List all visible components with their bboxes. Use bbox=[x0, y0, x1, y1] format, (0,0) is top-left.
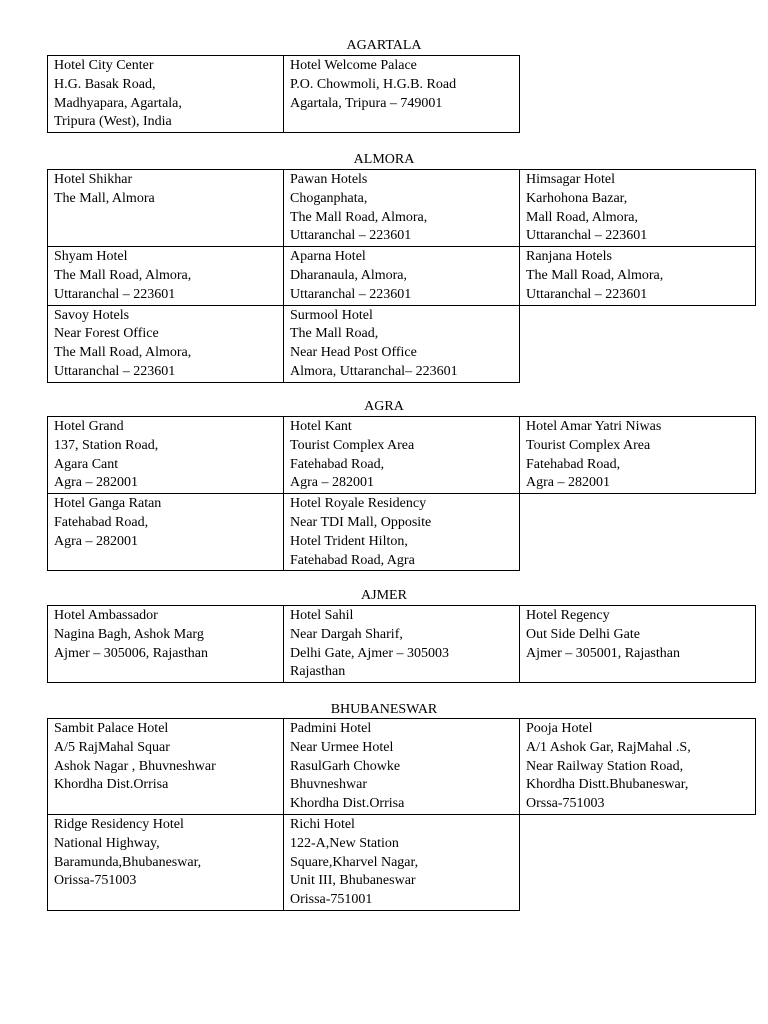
address-line: Hotel Trident Hilton, bbox=[290, 533, 408, 549]
address-line: Khordha Dist.Orrisa bbox=[290, 796, 405, 812]
table-row bbox=[48, 606, 756, 683]
hotel-cell bbox=[48, 417, 284, 494]
city-heading-agartala: AGARTALA bbox=[346, 38, 422, 53]
address-line: Ajmer – 305001, Rajasthan bbox=[526, 645, 680, 661]
hotel-cell bbox=[520, 170, 756, 247]
hotel-name: Hotel Welcome Palace bbox=[290, 58, 417, 73]
hotel-name: Hotel Shikhar bbox=[54, 172, 133, 187]
hotel-cell bbox=[48, 719, 284, 815]
address-line: A/5 RajMahal Squar bbox=[54, 739, 170, 755]
hotel-name: Hotel Ambassador bbox=[54, 608, 158, 623]
address-line: RasulGarh Chowke bbox=[290, 758, 401, 774]
table-row bbox=[48, 719, 756, 815]
address-line: Madhyapara, Agartala, bbox=[54, 95, 182, 111]
address-line: Uttaranchal – 223601 bbox=[290, 286, 412, 302]
hotel-cell bbox=[284, 606, 520, 683]
hotel-name: Padmini Hotel bbox=[290, 721, 372, 736]
address-line: The Mall Road, bbox=[290, 326, 379, 342]
hotel-table-almora bbox=[47, 169, 756, 383]
address-line: Choganphata, bbox=[290, 190, 368, 206]
hotel-cell bbox=[48, 305, 284, 382]
hotel-name: Ridge Residency Hotel bbox=[54, 816, 184, 832]
table-row bbox=[48, 417, 756, 494]
address-line: Orissa-751001 bbox=[290, 892, 373, 908]
hotel-cell bbox=[48, 494, 284, 571]
hotel-cell bbox=[48, 170, 284, 247]
address-line: Karhohona Bazar, bbox=[526, 190, 628, 206]
city-heading-ajmer: AJMER bbox=[361, 588, 407, 603]
hotel-name: Surmool Hotel bbox=[290, 307, 373, 323]
address-line: Dharanaula, Almora, bbox=[290, 267, 408, 283]
hotel-name: Hotel City Center bbox=[54, 58, 154, 73]
address-line: Agartala, Tripura – 749001 bbox=[290, 95, 443, 111]
table-row bbox=[48, 56, 520, 133]
address-line: Near Forest Office bbox=[54, 326, 159, 342]
address-line: Near TDI Mall, Opposite bbox=[290, 514, 432, 530]
address-line: The Mall Road, Almora, bbox=[54, 345, 192, 361]
hotel-table-ajmer bbox=[47, 605, 756, 683]
address-line: Uttaranchal – 223601 bbox=[290, 228, 412, 244]
address-line: Bhuvneshwar bbox=[290, 777, 367, 793]
address-line: Agra – 282001 bbox=[54, 533, 138, 549]
hotel-name: Savoy Hotels bbox=[54, 307, 130, 323]
address-line: Nagina Bagh, Ashok Marg bbox=[54, 626, 204, 642]
address-line: Unit III, Bhubaneswar bbox=[290, 873, 416, 889]
address-line: 137, Station Road, bbox=[54, 437, 159, 453]
address-line: National Highway, bbox=[54, 835, 160, 851]
address-line: Delhi Gate, Ajmer – 305003 bbox=[290, 645, 450, 661]
address-line: Out Side Delhi Gate bbox=[526, 626, 640, 642]
hotel-cell bbox=[284, 417, 520, 494]
table-row bbox=[48, 170, 756, 247]
address-line: The Mall Road, Almora, bbox=[54, 267, 192, 283]
address-line: Near Head Post Office bbox=[290, 345, 417, 361]
address-line: H.G. Basak Road, bbox=[54, 76, 156, 92]
hotel-name: Hotel Ganga Ratan bbox=[54, 496, 162, 512]
address-line: The Mall Road, Almora, bbox=[526, 267, 664, 283]
hotel-cell bbox=[48, 606, 284, 683]
address-line: Near Dargah Sharif, bbox=[290, 626, 403, 642]
hotel-table-agra bbox=[47, 416, 756, 571]
address-line: P.O. Chowmoli, H.G.B. Road bbox=[290, 76, 457, 92]
hotel-name: Hotel Kant bbox=[290, 419, 352, 434]
address-line: Tourist Complex Area bbox=[290, 437, 415, 453]
address-line: Almora, Uttaranchal– 223601 bbox=[290, 363, 458, 379]
address-line: Square,Kharvel Nagar, bbox=[290, 854, 419, 870]
hotel-name: Hotel Sahil bbox=[290, 608, 354, 623]
hotel-cell bbox=[520, 606, 756, 683]
address-line: Fatehabad Road, bbox=[526, 456, 621, 472]
address-line: Ajmer – 305006, Rajasthan bbox=[54, 645, 208, 661]
empty-cell bbox=[520, 305, 756, 382]
address-line: Orssa-751003 bbox=[526, 796, 605, 812]
address-line: Agra – 282001 bbox=[526, 475, 610, 491]
address-line: Uttaranchal – 223601 bbox=[54, 286, 176, 302]
address-line: A/1 Ashok Gar, RajMahal .S, bbox=[526, 739, 691, 755]
table-row bbox=[48, 814, 756, 910]
hotel-cell bbox=[520, 247, 756, 305]
city-heading-agra: AGRA bbox=[364, 399, 404, 414]
address-line: Uttaranchal – 223601 bbox=[54, 363, 176, 379]
hotel-cell bbox=[284, 56, 520, 133]
hotel-name: Hotel Royale Residency bbox=[290, 496, 427, 512]
address-line: Tourist Complex Area bbox=[526, 437, 651, 453]
table-row bbox=[48, 247, 756, 305]
address-line: Fatehabad Road, Agra bbox=[290, 552, 415, 568]
hotel-name: Shyam Hotel bbox=[54, 249, 128, 265]
hotel-cell bbox=[284, 494, 520, 571]
hotel-cell bbox=[48, 56, 284, 133]
hotel-name: Himsagar Hotel bbox=[526, 172, 616, 187]
hotel-table-agartala bbox=[47, 55, 520, 133]
hotel-cell bbox=[520, 719, 756, 815]
hotel-cell bbox=[284, 170, 520, 247]
address-line: The Mall Road, Almora, bbox=[290, 209, 428, 225]
hotel-cell bbox=[284, 719, 520, 815]
address-line: Khordha Dist.Orrisa bbox=[54, 777, 169, 793]
address-line: Uttaranchal – 223601 bbox=[526, 286, 648, 302]
table-row bbox=[48, 494, 756, 571]
address-line: The Mall, Almora bbox=[54, 190, 155, 206]
hotel-cell bbox=[284, 814, 520, 910]
empty-cell bbox=[520, 494, 756, 571]
address-line: Orissa-751003 bbox=[54, 873, 137, 889]
hotel-cell bbox=[284, 247, 520, 305]
hotel-table-bhubaneswar bbox=[47, 718, 756, 911]
address-line: Near Urmee Hotel bbox=[290, 739, 394, 755]
city-heading-almora: ALMORA bbox=[353, 152, 415, 167]
address-line: Tripura (West), India bbox=[54, 114, 172, 130]
hotel-cell bbox=[520, 417, 756, 494]
address-line: Agara Cant bbox=[54, 456, 119, 472]
address-line: Khordha Distt.Bhubaneswar, bbox=[526, 777, 689, 793]
hotel-cell bbox=[48, 247, 284, 305]
hotel-name: Ranjana Hotels bbox=[526, 249, 612, 265]
hotel-name: Pooja Hotel bbox=[526, 721, 593, 736]
hotel-cell bbox=[48, 814, 284, 910]
hotel-name: Pawan Hotels bbox=[290, 172, 368, 187]
hotel-name: Hotel Amar Yatri Niwas bbox=[526, 419, 662, 434]
hotel-name: Aparna Hotel bbox=[290, 249, 366, 265]
table-row bbox=[48, 305, 756, 382]
hotel-name: Richi Hotel bbox=[290, 816, 355, 832]
hotel-name: Sambit Palace Hotel bbox=[54, 721, 169, 736]
address-line: Fatehabad Road, bbox=[290, 456, 385, 472]
hotel-name: Hotel Grand bbox=[54, 419, 124, 434]
city-heading-bhubaneswar: BHUBANESWAR bbox=[330, 702, 438, 717]
address-line: Fatehabad Road, bbox=[54, 514, 149, 530]
address-line: Baramunda,Bhubaneswar, bbox=[54, 854, 202, 870]
hotel-name: Hotel Regency bbox=[526, 608, 610, 623]
address-line: Ashok Nagar , Bhuvneshwar bbox=[54, 758, 216, 774]
address-line: 122-A,New Station bbox=[290, 835, 399, 851]
address-line: Rajasthan bbox=[290, 664, 346, 680]
empty-cell bbox=[520, 814, 756, 910]
hotel-cell bbox=[284, 305, 520, 382]
address-line: Agra – 282001 bbox=[290, 475, 374, 491]
address-line: Mall Road, Almora, bbox=[526, 209, 638, 225]
address-line: Agra – 282001 bbox=[54, 475, 138, 491]
address-line: Uttaranchal – 223601 bbox=[526, 228, 648, 244]
address-line: Near Railway Station Road, bbox=[526, 758, 684, 774]
